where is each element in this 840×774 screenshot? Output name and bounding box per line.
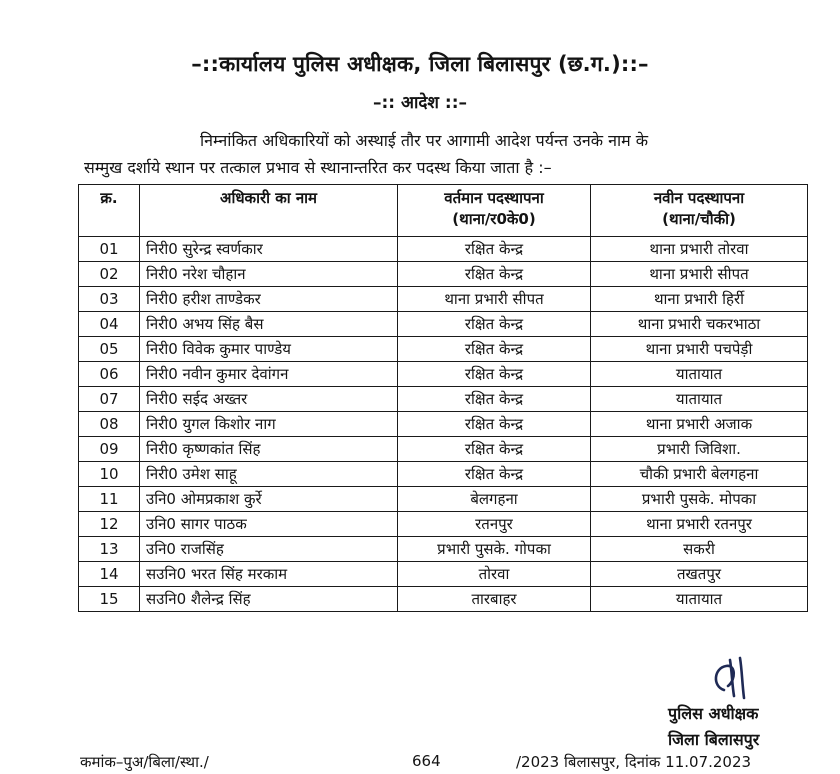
table-row [79,312,808,337]
cell-sn: 04 [79,312,140,337]
cell-sn: 12 [79,512,140,537]
cell-new: यातायात [591,587,808,612]
cell-name: निरी0 सुरेन्द्र स्वर्णकार [140,237,398,262]
cell-name: निरी0 नरेश चौहान [140,262,398,287]
footer-number: 664 [412,752,441,770]
table-row [79,262,808,287]
header-new-label: नवीन पदस्थापना [653,189,745,207]
transfer-table [78,184,808,612]
cell-name: निरी0 विवेक कुमार पाण्डेय [140,337,398,362]
cell-sn: 09 [79,437,140,462]
signature-designation: पुलिस अधीक्षक [668,704,759,723]
cell-sn: 10 [79,462,140,487]
cell-current: बेलगहना [398,487,591,512]
cell-new: थाना प्रभारी सीपत [591,262,808,287]
cell-current: प्रभारी पुसके. गोपका [398,537,591,562]
header-sn-label: क्र. [100,189,118,207]
table-row [79,362,808,387]
table-row [79,437,808,462]
header-current [398,185,591,237]
intro-line-1: निम्नांकित अधिकारियों को अस्थाई तौर पर आगामी आदेश पर्यन्त उनके नाम के [200,131,649,150]
cell-current: रक्षित केन्द्र [398,312,591,337]
cell-new: यातायात [591,362,808,387]
cell-sn: 05 [79,337,140,362]
order-title: –:: आदेश ::– [373,93,467,113]
cell-sn: 06 [79,362,140,387]
table-row [79,412,808,437]
header-name-label: अधिकारी का नाम [219,189,318,207]
footer-reference: कमांक–पुअ/बिला/स्था./ [80,753,209,771]
header-new-sublabel: (थाना/चौकी) [662,210,736,228]
cell-current: थाना प्रभारी सीपत [398,287,591,312]
header-new [591,185,808,237]
cell-current: रक्षित केन्द्र [398,387,591,412]
cell-sn: 11 [79,487,140,512]
cell-sn: 15 [79,587,140,612]
cell-new: यातायात [591,387,808,412]
cell-name: निरी0 युगल किशोर नाग [140,412,398,437]
cell-new: थाना प्रभारी हिर्री [591,287,808,312]
header-sn [79,185,140,237]
cell-name: निरी0 कृष्णकांत सिंह [140,437,398,462]
table-row [79,537,808,562]
table-row [79,562,808,587]
cell-new: थाना प्रभारी तोरवा [591,237,808,262]
cell-new: सकरी [591,537,808,562]
signature-district: जिला बिलासपुर [668,730,760,749]
cell-current: रक्षित केन्द्र [398,337,591,362]
header-current-label: वर्तमान पदस्थापना [444,189,544,207]
cell-current: रक्षित केन्द्र [398,412,591,437]
cell-current: रतनपुर [398,512,591,537]
cell-name: निरी0 सईद अख्तर [140,387,398,412]
cell-new: थाना प्रभारी रतनपुर [591,512,808,537]
table-row [79,587,808,612]
cell-sn: 01 [79,237,140,262]
header-current-sublabel: (थाना/र0के0) [452,210,536,228]
cell-name: निरी0 हरीश ताण्डेकर [140,287,398,312]
table-row [79,387,808,412]
cell-current: रक्षित केन्द्र [398,262,591,287]
cell-current: रक्षित केन्द्र [398,462,591,487]
cell-new: प्रभारी पुसके. मोपका [591,487,808,512]
cell-sn: 13 [79,537,140,562]
signature-mark [706,652,766,702]
cell-new: थाना प्रभारी पचपेड़ी [591,337,808,362]
cell-name: निरी0 नवीन कुमार देवांगन [140,362,398,387]
table-row [79,512,808,537]
cell-current: तारबाहर [398,587,591,612]
cell-name: उनि0 ओमप्रकाश कुर्रे [140,487,398,512]
cell-current: तोरवा [398,562,591,587]
table-row [79,237,808,262]
cell-current: रक्षित केन्द्र [398,237,591,262]
cell-name: निरी0 अभय सिंह बैस [140,312,398,337]
cell-sn: 07 [79,387,140,412]
cell-new: थाना प्रभारी अजाक [591,412,808,437]
cell-name: उनि0 राजसिंह [140,537,398,562]
office-title: –::कार्यालय पुलिस अधीक्षक, जिला बिलासपुर (छ.ग.)::– [191,52,649,76]
cell-current: रक्षित केन्द्र [398,362,591,387]
cell-name: सउनि0 शैलेन्द्र सिंह [140,587,398,612]
cell-sn: 14 [79,562,140,587]
header-name [140,185,398,237]
cell-new: थाना प्रभारी चकरभाठा [591,312,808,337]
table-row [79,337,808,362]
cell-sn: 03 [79,287,140,312]
cell-new: प्रभारी जिविशा. [591,437,808,462]
table-row [79,462,808,487]
table-row [79,487,808,512]
cell-name: निरी0 उमेश साहू [140,462,398,487]
cell-name: उनि0 सागर पाठक [140,512,398,537]
footer-date: /2023 बिलासपुर, दिनांक 11.07.2023 [516,753,752,771]
cell-current: रक्षित केन्द्र [398,437,591,462]
cell-new: चौकी प्रभारी बेलगहना [591,462,808,487]
cell-sn: 08 [79,412,140,437]
table-header-row [79,185,808,237]
cell-sn: 02 [79,262,140,287]
table-row [79,287,808,312]
intro-line-2: सम्मुख दर्शाये स्थान पर तत्काल प्रभाव से स्थानान्तरित कर पदस्थ किया जाता है :– [84,158,552,177]
cell-new: तखतपुर [591,562,808,587]
cell-name: सउनि0 भरत सिंह मरकाम [140,562,398,587]
